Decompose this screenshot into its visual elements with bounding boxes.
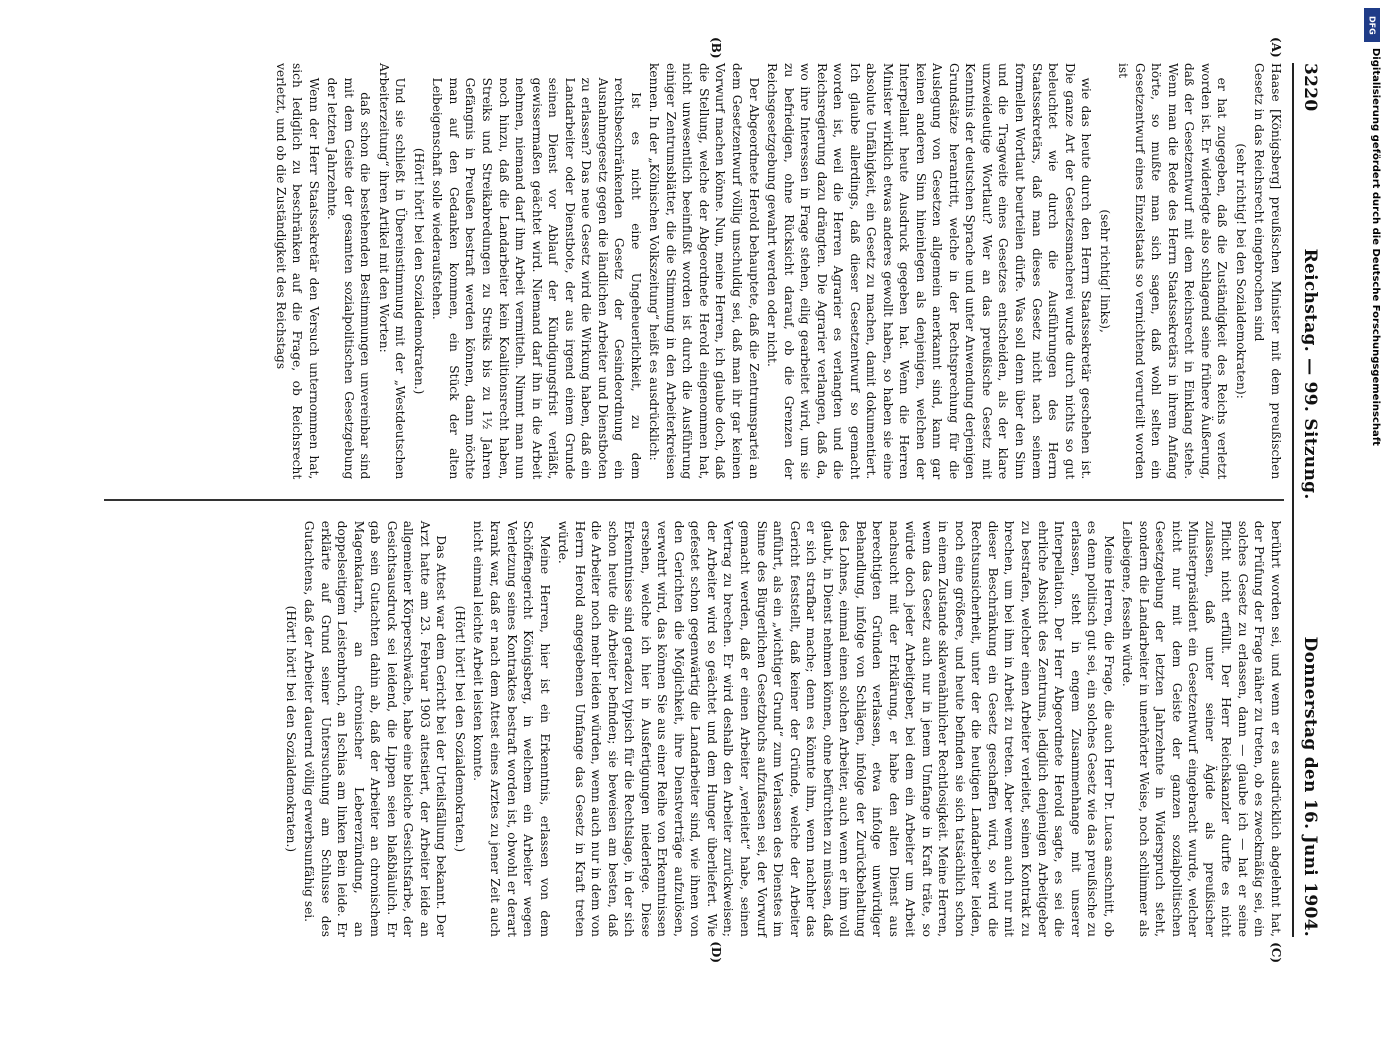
document-page xyxy=(42,35,1342,965)
left-column xyxy=(104,37,1284,480)
paragraph: Der Abgeordnete Herold behauptete, daß die Zentrumspartei an dem Gesetzentwurf völlig unschuldig sei, daß man ihr gar keinen Vorwurf machen könne. Nun, meine Herren, ich glaube doch, daß die Stellung, welche der Abgeordnete Herold eingenommen hat, nicht unwesentlich beeinflußt worden ist durch die Ausführung einiger Zentrumsblätter, die die Stimmung in den Arbeiterkreisen kennen. In der „Kölnischen Volkszeitung“ heißt es ausdrücklich: xyxy=(646,63,761,480)
dfg-logo: DFG xyxy=(1364,8,1380,42)
paragraph: Haase [Königsberg] preußischen Minister mit dem preußischen Gesetz in das Reichsrecht eingebrochen sind xyxy=(1251,63,1283,480)
paragraph: Meine Herren, hier ist ein Erkenntnis, erlassen von dem Schöffengericht Königsberg, in welchem ein Arbeiter wegen Verletzung seines Kontraktes bestraft worden ist, obwohl er derart krank war, daß er nach dem Attest eines Arztes zu jener Zeit auch nicht einmal leichte Arbeit leisten konnte. xyxy=(471,520,552,937)
interjection: (sehr richtig! links), xyxy=(1097,209,1112,333)
page-number: 3220 xyxy=(1299,63,1320,112)
paragraph: Wenn der Herr Staatssekretär den Versuch unternommen hat, sich lediglich zu beschränken auf die Frage, ob Reichsrecht verletzt, und ob die Zuständigkeit des Reichstags xyxy=(273,63,321,480)
margin-marker-b: (B) xyxy=(708,37,723,59)
margin-marker-d: (D) xyxy=(708,941,723,963)
page-date: Donnerstag den 16. Juni 1904. xyxy=(1299,636,1320,937)
interjection: (sehr richtig! bei den Sozialdemokraten): xyxy=(1233,143,1248,399)
text-columns xyxy=(104,37,1284,963)
interjection: (Hört! hört! bei den Sozialdemokraten.) xyxy=(283,605,298,853)
header-rule xyxy=(1292,63,1294,937)
dfg-attribution xyxy=(1363,8,1381,998)
digitization-note: Digitalisierung gefördert durch die Deutsche Forschungsgemeinschaft xyxy=(1370,48,1381,446)
interjection: (Hört! hört! bei den Sozialdemokraten.) xyxy=(411,147,426,395)
page-header xyxy=(1300,63,1320,937)
interjection: (Hört! hört! bei den Sozialdemokraten.) xyxy=(452,605,467,853)
margin-marker-c: (C) xyxy=(1268,942,1283,963)
paragraph: wie das heute durch den Herrn Staatssekretär geschehen ist. Die ganze Art der Gesetzesmacherei wurde durch nichts so gut beleuchtet wie durch die Ausführungen des Herrn Staatssekretärs, daß man dieses Gesetz nicht nach seinem formellen Wortlaut beurteilen dürfe. Was soll denn über den Sinn und die Tragweite eines Gesetzes entscheiden, als der klare unzweideutige Wortlaut? Wer an das preußische Gesetz mit Kenntnis der deutschen Sprache und unter Anwendung derjenigen Grundsätze herantritt, welche in der Rechtsprechung für die Auslegung von Gesetzen allgemein anerkannt sind, kann gar keinen anderen Sinn hineinlegen als denjenigen, welchen der Interpellant heute Ausdruck gegeben hat. Wenn die Herren Minister wirklich etwas anderes gewollt haben, so haben sie eine absolute Unfähigkeit, ein Gesetz zu machen, damit dokumentiert. Ich glaube allerdings, daß dieser Gesetzentwurf so gemacht worden ist, weil die Herren Agrarier es verlangten und die Reichsregierung dazu drängten. Die Agrarier verlangen, daß da, wo ihre Interessen in Frage stehen, eilig gearbeitet wird, um sie zu befriedigen, ohne Rücksicht darauf, ob die Grenzen der Reichsgesetzgebung gewahrt werden oder nicht. xyxy=(764,63,1093,480)
paragraph: daß schon die bestehenden Bestimmungen unvereinbar sind mit dem Geiste der gesamten sozialpolitischen Gesetzgebung der letzten Jahrzehnte. xyxy=(324,77,372,480)
paragraph: Ist es nicht eine Ungeheuerlichkeit, zu dem rechtsbeschränkenden Gesetz der Gesindeordnung ein Ausnahmegesetz gegen die ländlichen Arbeiter und Dienstboten zu erlassen? Das neue Gesetz wird die Wirkung haben, daß ein Landarbeiter oder Dienstbote, der aus irgend einem Grunde seinen Dienst vor Ablauf der Kündigungsfrist verläßt, gewissermaßen geächtet wird. Niemand darf ihn in die Arbeit nehmen, niemand darf ihm Arbeit vermitteln. Nimmt man nun noch hinzu, daß die Landarbeiter kein Koalitionsrecht haben, Streiks und Streikabredungen zu Streiks bis zu 1½ Jahren Gefängnis in Preußen bestraft werden können, dann möchte man auf den Gedanken kommen, ein Stück der alten Leibeigenschaft solle wiederaufstehen. xyxy=(429,77,643,480)
page-title: Reichstag. — 99. Sitzung. xyxy=(1299,248,1320,500)
right-column xyxy=(104,520,1284,963)
paragraph: Und sie schließt in Übereinstimmung mit der „Westdeutschen Arbeiterzeitung“ ihren Artikel mit den Worten: xyxy=(376,63,407,480)
paragraph: berührt worden sei, und wenn er es ausdrücklich abgelehnt hat, der Prüfung der Frage näher zu treten, ob es zweckmäßig sei, ein solches Gesetz zu erlassen, dann — glaube ich — hat er seine Pflicht nicht erfüllt. Der Herr Reichskanzler durfte es nicht zulassen, daß unter seiner Ägide als preußischer Ministerpräsident ein Gesetzentwurf eingebracht wurde, welcher nicht nur mit dem Geiste der ganzen sozialpolitischen Gesetzgebung der letzten Jahrzehnte in Widerspruch steht, sondern die Landarbeiter in unerhörter Weise, noch schlimmer als Leibeigene, fesseln würde. xyxy=(1119,520,1283,937)
paragraph: Das Attest war dem Gericht bei der Urteilsfällung bekannt. Der Arzt hatte am 23. Februar 1903 attestiert, der Arbeiter leide an allgemeiner Körperschwäche, habe eine bleiche Gesichtsfarbe, der Gesichtsausdruck sei leidend, die Lippen seien blaßbläulich. Er gab sein Gutachten dahin ab, daß der Arbeiter an chronischem Magenkatarrh, an chronischer Lebererzündung, an doppelseitigem Leistenbruch, an Ischias am linken Bein leide. Er erklärte auf Grund seiner Untersuchung am Schlusse des Gutachtens, daß der Arbeiter dauernd völlig erwerbsunfähig sei. xyxy=(301,520,448,937)
paragraph: er hat zugegeben, daß die Zuständigkeit des Reichs verletzt worden ist. Er widerlegte also schlagend seine frühere Äußerung, daß der Gesetzentwurf mit dem Reichsrecht in Einklang stehe. Wenn man die Rede des Herrn Staatssekretärs in ihrem Anfang hörte, so mußte man sich sagen, daß wohl selten ein Gesetzentwurf eines Einzelstaats so vernichtend verurteilt worden ist xyxy=(1115,63,1229,480)
paragraph: Meine Herren, die Frage, die auch Herr Dr. Lucas anschnitt, ob es denn politisch gut sei, ein solches Gesetz wie das preußische zu erlassen, steht in engem Zusammenhange mit unserer Interpellation. Der Herr Abgeordnete Herold sagte, es sei die ehrliche Absicht des Zentrums, lediglich denjenigen Arbeitgeber zu bestrafen, welcher einen Arbeiter verleitet, seinen Kontrakt zu brechen, um bei ihm in Arbeit zu treten. Aber wenn auch nur mit dieser Beschränkung ein Gesetz geschaffen wird, so wird die Rechtsunsicherheit, unter der die heutigen Landarbeiter leiden, noch eine größere, und heute befinden sie sich tatsächlich schon in einem Zustande sklavenähnlicher Rechtlosigkeit. Meine Herren, wenn das Gesetz auch nur in jenem Umfange in Kraft träte, so würde doch jeder Arbeitgeber, bei dem ein Arbeiter um Arbeit nachsucht mit der Erklärung, er habe den alten Dienst aus berechtigten Gründen verlassen, etwa infolge unwürdiger Behandlung, infolge von Schlägen, infolge der Zurückbehaltung des Lohnes, einmal einen solchen Arbeiter, auch wenn er ihm voll glaubt, in Dienst nehmen können, ohne befürchten zu müssen, daß er sich strafbar mache; denn es könnte ihm, wenn nachher das Gericht feststellt, daß keiner der Gründe, welche der Arbeiter anführt, als ein „wichtiger Grund“ zum Verlassen des Dienstes im Sinne des Bürgerlichen Gesetzbuchs aufzufassen sei, der Vorwurf gemacht werden, daß er einen Arbeiter „verleitet“ habe, seinen Vertrag zu brechen. Er wird deshalb den Arbeiter zurückweisen; der Arbeiter wird so geächtet und dem Hunger überliefert. Wie gefestet schon gegenwärtig die Landarbeiter sind, wie ihnen von den Gerichten die Möglichkeit, ihre Dienstverträge aufzulösen, verwehrt wird, das können Sie aus einer Reihe von Erkenntnissen ersehen, welche ich hier in Ausfertigungen niederlege. Diese Erkenntnisse sind geradezu typisch für die Rechtslage, in der sich schon heute die Arbeiter befinden; sie beweisen am besten, daß die Arbeiter noch mehr leiden würden, wenn auch nur in dem von Herrn Herold angegebenen Umfange das Gesetz in Kraft treten würde. xyxy=(555,520,1116,937)
margin-marker-a: (A) xyxy=(1268,37,1283,58)
column-divider xyxy=(104,499,1284,501)
